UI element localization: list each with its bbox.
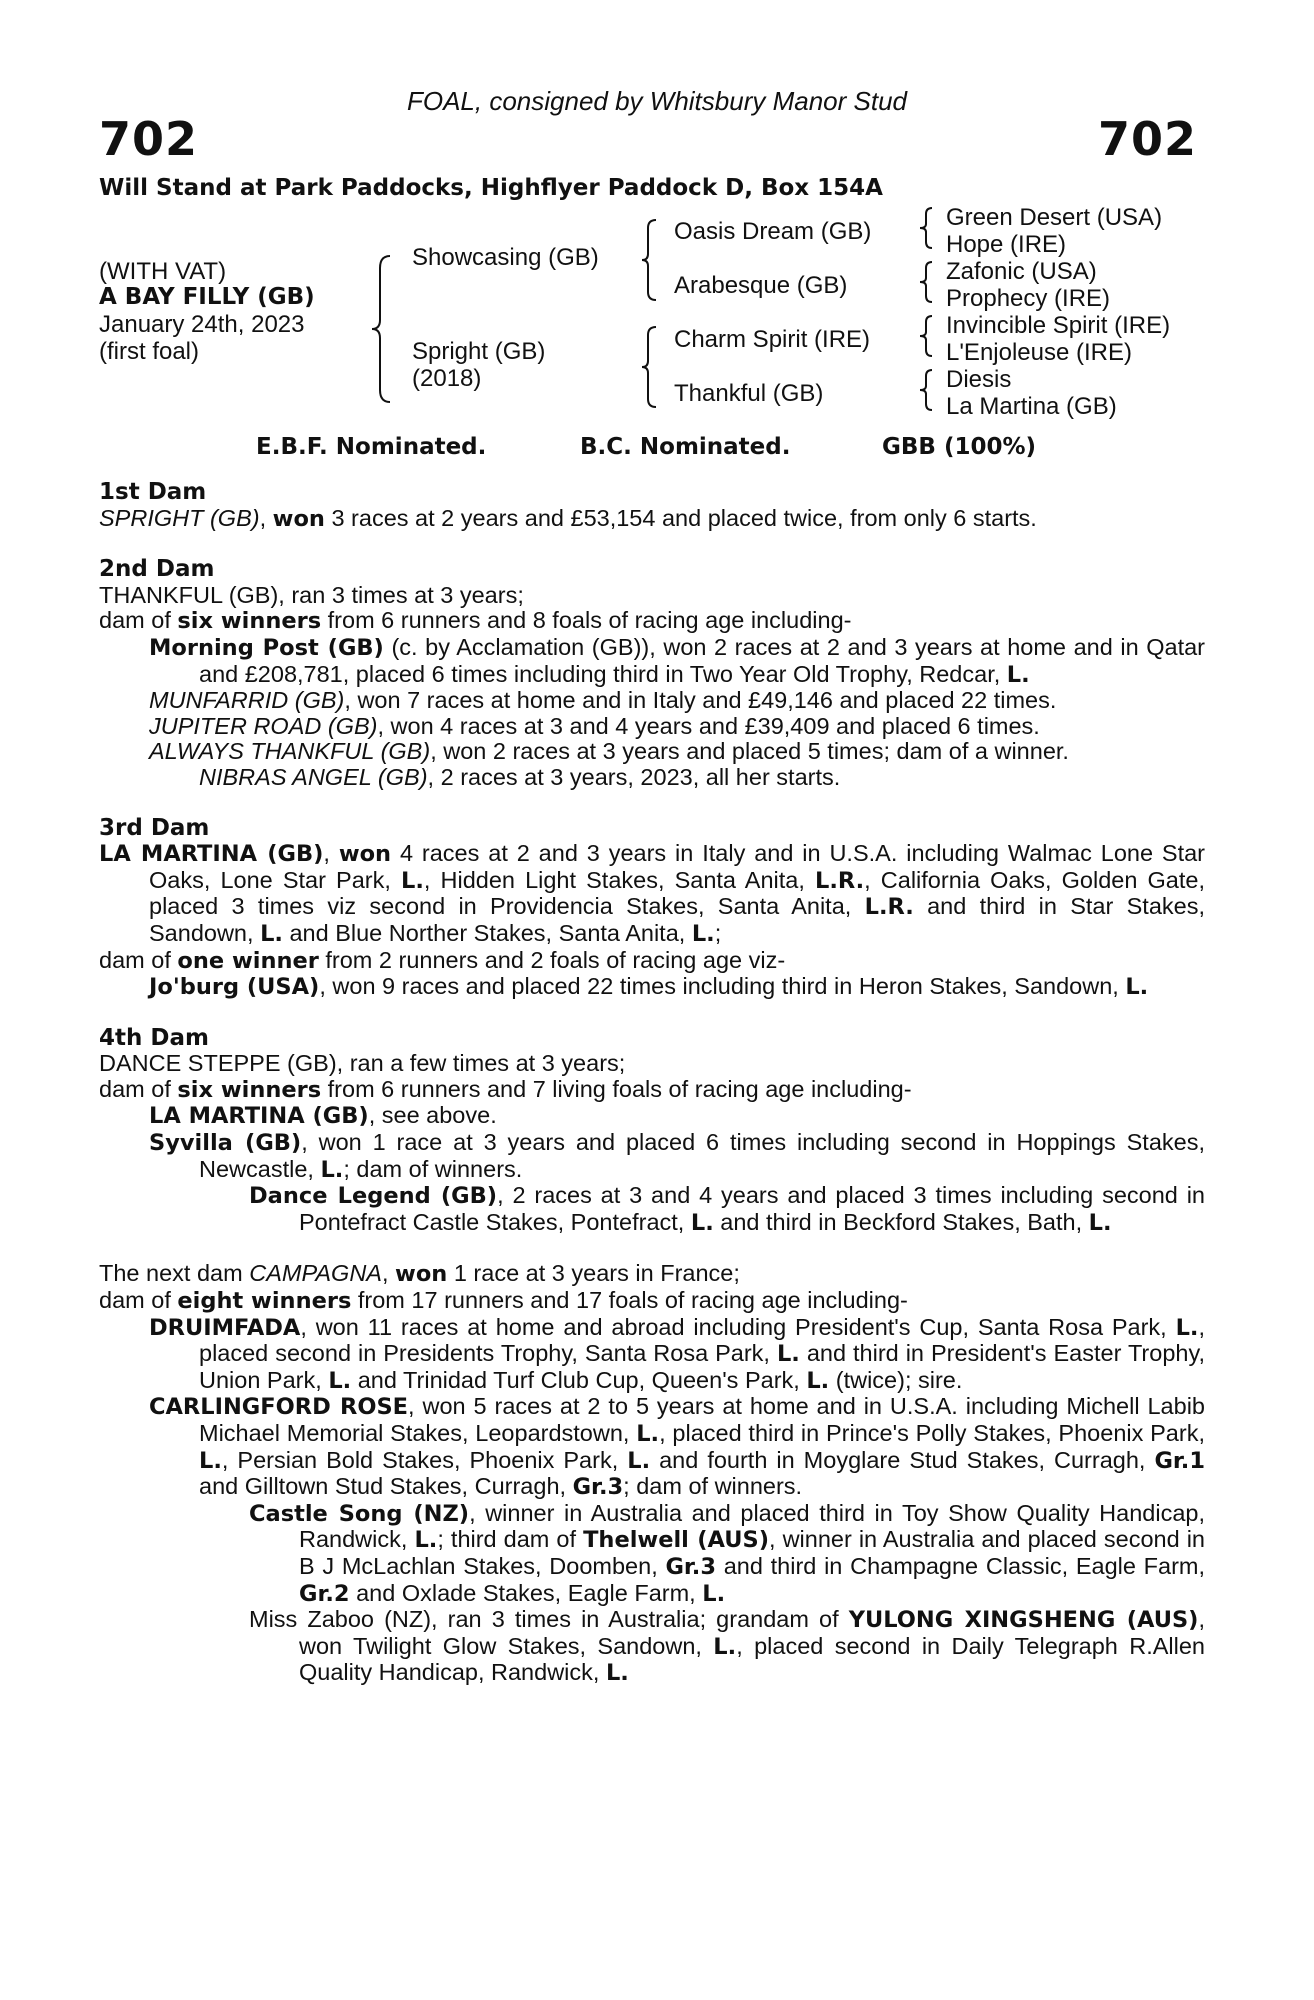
race-record: , 2 races at 3 years, 2023, all her starts. [427,763,841,790]
listed-marker: L. [776,1341,800,1368]
winners-count: six winners [177,1076,322,1103]
race-record-end: ; dam of winners. [343,1155,523,1182]
record-text: ; [714,919,722,946]
produce-carlingford-rose [99,1394,1205,1500]
race-record: and Gilltown Stud Stakes, Curragh, [199,1473,573,1500]
listed-marker: L. [691,920,715,947]
listed-restricted-marker: L.R. [814,867,865,894]
horse-name: DRUIMFADA [149,1314,301,1341]
fourth-dam-produce-summary [99,1077,1205,1104]
group-marker: Gr.3 [572,1474,624,1501]
pedigree-brace-g3-1 [918,206,936,250]
race-record: , won 7 races at home and in Italy and £49,146 and placed 22 times. [344,687,1057,714]
produce-nibras-angel [99,765,1205,791]
lot-number-left: 702 [99,112,199,166]
g3-3: Zafonic (USA) [946,258,1097,285]
stand-location: Will Stand at Park Paddocks, Highflyer Paddock D, Box 154A [99,175,883,201]
subject-name: A BAY FILLY (GB) [99,284,315,310]
horse-name: LA MARTINA (GB) [149,1103,369,1130]
race-record: , winner in Australia and placed second in B J McLachlan Stakes, Doomben, [299,1526,1205,1579]
race-record: and Trinidad Turf Club Cup, Queen's Park, [351,1366,807,1393]
produce-munfarrid [99,688,1205,714]
pedigree-brace-main [370,254,394,404]
race-record: , won 1 race at 3 years and placed 6 times including second in Hoppings Stakes, Newcastle, [199,1129,1205,1182]
listed-marker: L. [806,1367,830,1394]
produce-record [99,480,1205,1712]
won-label: won [395,1261,448,1288]
first-dam-name: SPRIGHT (GB) [99,504,260,531]
pedigree-brace-sire [640,218,660,302]
horse-name: CARLINGFORD ROSE [149,1394,409,1421]
dam-of-label: dam of [99,607,178,634]
sire-dam: Arabesque (GB) [674,272,848,299]
third-dam-produce-summary [99,948,1205,975]
record-text: 4 races at 2 and 3 years in Italy and in U.S.A. including Walmac Lone Star Oaks, Lone Star Park, [149,840,1206,893]
race-record: (twice); sire. [829,1366,963,1393]
subject-note: (first foal) [99,338,200,365]
dam-dam: Thankful (GB) [674,380,824,407]
fourth-dam-heading: 4th Dam [99,1024,209,1051]
subject-dob: January 24th, 2023 [99,311,305,338]
first-dam-section [99,480,1205,532]
second-dam-produce-summary [99,608,1205,635]
next-dam-line [99,1261,1205,1288]
race-record: and third in Beckford Stakes, Bath, [713,1208,1089,1235]
horse-name: ALWAYS THANKFUL (GB) [149,738,431,765]
dam-of-label: dam of [99,1075,178,1102]
listed-marker: L. [690,1209,714,1236]
gbb-rating: GBB (100%) [882,434,1037,460]
record-text: , California Oaks, Golden Gate, placed 3 times viz second in Providencia Stakes, Santa Anita, [149,866,1205,920]
g3-7: Diesis [946,366,1012,393]
horse-name: Castle Song (NZ) [249,1500,470,1527]
race-record: and Oxlade Stakes, Eagle Farm, [349,1579,703,1606]
separator: , [381,1260,396,1287]
g3-6: L'Enjoleuse (IRE) [946,339,1132,366]
race-record: and third in Champagne Classic, Eagle Farm, [716,1552,1205,1579]
listed-marker: L. [713,1633,737,1660]
listed-marker: L. [199,1447,222,1474]
horse-name: JUPITER ROAD (GB) [149,712,378,739]
subject-vat: (WITH VAT) [99,258,227,285]
produce-miss-zaboo [99,1607,1205,1687]
produce-syvilla [99,1130,1205,1183]
listed-marker: L. [702,1580,726,1607]
sire-sire: Oasis Dream (GB) [674,218,872,245]
produce-dance-legend [99,1183,1205,1236]
race-record: , 2 races at 3 and 4 years and placed 3 times including second in Pontefract Castle Stakes, Pontefract, [299,1182,1205,1235]
pedigree-brace-g3-2 [918,260,936,304]
first-dam-won: won [272,505,325,532]
pedigree-brace-dam [640,325,660,409]
second-dam-section [99,557,1205,790]
listed-marker: L. [414,1527,438,1554]
race-record: , placed second in Presidents Trophy, Santa Rosa Park, [199,1313,1205,1367]
dam-of-label: dam of [99,946,178,973]
race-record: ; dam of winners. [623,1473,803,1500]
winners-count: six winners [177,608,322,635]
horse-name: Dance Legend (GB) [249,1183,498,1210]
ebf-nomination: E.B.F. Nominated. [256,434,487,460]
third-dam-name: LA MARTINA (GB) [99,841,324,868]
produce-always-thankful [99,739,1205,765]
record-text: , Hidden Light Stakes, Santa Anita, [423,866,815,893]
fourth-dam-line: DANCE STEPPE (GB), ran a few times at 3 years; [99,1050,626,1077]
listed-marker: L. [636,1421,660,1447]
group-marker: Gr.3 [665,1553,717,1580]
race-record: , Persian Bold Stakes, Phoenix Park, [221,1446,628,1473]
listed-marker: L. [1088,1209,1112,1236]
listed-marker: L. [1125,974,1149,1001]
produce-detail: from 6 runners and 8 foals of racing age including- [321,607,852,634]
race-record: , see above. [368,1102,497,1129]
listed-marker: L. [400,867,424,894]
winners-count: one winner [177,947,319,974]
second-dam-line: THANKFUL (GB), ran 3 times at 3 years; [99,581,524,608]
horse-name: Morning Post (GB) [149,634,384,661]
race-record: Miss Zaboo (NZ), ran 3 times in Australia; grandam of [249,1606,849,1633]
fourth-dam-section [99,1026,1205,1237]
race-record: ; third dam of [437,1526,584,1553]
next-dam-produce-summary [99,1288,1205,1315]
g3-2: Hope (IRE) [946,231,1067,258]
produce-detail: from 17 runners and 17 foals of racing age including- [351,1287,908,1314]
pedigree-brace-g3-3 [918,314,936,358]
race-record: , winner in Australia and placed third in Toy Show Quality Handicap, Randwick, [299,1499,1205,1553]
race-record: , won 4 races at 3 and 4 years and £39,409 and placed 6 times. [377,712,1040,739]
pedigree-brace-g3-4 [918,368,936,412]
third-dam-heading: 3rd Dam [99,814,210,841]
next-dam-label: The next dam [99,1260,250,1287]
listed-marker: L. [320,1156,344,1183]
record-text: and third in Star Stakes, Sandown, [149,893,1205,946]
horse-name: NIBRAS ANGEL (GB) [199,763,428,790]
record-text: and Blue Norther Stakes, Santa Anita, [282,919,692,946]
listed-marker: L. [328,1367,352,1394]
g3-5: Invincible Spirit (IRE) [946,312,1171,339]
listed-restricted-marker: L.R. [864,894,914,921]
race-record: , won 11 races at home and abroad including President's Cup, Santa Rosa Park, [300,1313,1176,1340]
g3-8: La Martina (GB) [946,393,1117,420]
race-record: and fourth in Moyglare Stud Stakes, Curragh, [650,1446,1155,1473]
next-dam-name: CAMPAGNA [249,1260,382,1287]
next-dam-section [99,1261,1205,1687]
winners-count: eight winners [177,1288,352,1315]
produce-la-martina [99,1103,1205,1130]
dam-of-label: dam of [99,1287,178,1314]
listed-marker: L. [627,1447,651,1474]
race-record: , won Twilight Glow Stakes, Sandown, [299,1606,1205,1659]
race-record: (c. by Acclamation (GB)), won 2 races at 2 and 3 years at home and in Qatar and £208,781, placed 6 times including third in Two Year Old Trophy, Redcar, [199,633,1206,687]
listed-marker: L. [1175,1314,1199,1341]
horse-name: Syvilla (GB) [149,1130,302,1157]
produce-druimfada [99,1315,1205,1395]
first-dam-text: SPRIGHT (GB), won 3 races at 2 years and £53,154 and placed twice, from only 6 starts. [99,504,1037,532]
produce-jupiter-road [99,714,1205,740]
race-record: and third in President's Easter Trophy, Union Park, [199,1340,1206,1393]
lot-number-right: 702 [1097,112,1197,166]
produce-joburg [99,974,1205,1001]
first-dam-heading: 1st Dam [99,479,207,505]
dam-sire: Charm Spirit (IRE) [674,326,871,353]
consignor-line: FOAL, consigned by Whitsbury Manor Stud [406,86,907,116]
g3-1: Green Desert (USA) [946,204,1163,231]
race-record: , won 5 races at 2 to 5 years at home and in U.S.A. including Michell Labib Michael Memorial Stakes, Leopardstown, [199,1393,1205,1446]
third-dam-section [99,816,1205,1001]
third-dam-record: LA MARTINA (GB), won 4 races at 2 and 3 years in Italy and in U.S.A. including Walmac Lone Star Oaks, Lone Star Park, L., Hidden Light Stakes, Santa Anita, L.R., California Oaks, Golden Gate, placed 3 times viz second in Providencia Stakes, Santa Anita, L.R. and third in Star Stakes, Sandown, L. and Blue Norther Stakes, Santa Anita, L.; [99,840,1206,947]
produce-detail: from 2 runners and 2 foals of racing age viz- [318,946,786,973]
horse-name: YULONG XINGSHENG (AUS) [848,1607,1199,1634]
g3-4: Prophecy (IRE) [946,285,1111,312]
group-marker: Gr.1 [1154,1447,1206,1474]
horse-name: MUNFARRID (GB) [149,687,345,714]
second-dam-heading: 2nd Dam [99,556,215,583]
horse-name: Jo'burg (USA) [149,974,320,1001]
group-marker: Gr.2 [299,1580,350,1607]
record-text: 1 race at 3 years in France; [447,1260,740,1287]
first-dam-record: 3 races at 2 years and £53,154 and placed twice, from only 6 starts. [324,504,1037,531]
produce-detail: from 6 runners and 7 living foals of racing age including- [321,1075,912,1102]
listed-marker: L. [1006,661,1030,688]
produce-morning-post [99,635,1205,688]
listed-marker: L. [260,920,283,947]
bc-nomination: B.C. Nominated. [580,434,791,460]
race-record: , placed second in Daily Telegraph R.Allen Quality Handicap, Randwick, [299,1632,1205,1686]
sire: Showcasing (GB) [412,244,599,271]
race-record: , placed third in Prince's Polly Stakes, Phoenix Park, [659,1420,1205,1446]
produce-castle-song [99,1501,1205,1607]
race-record: , won 2 races at 3 years and placed 5 times; dam of a winner. [430,738,1069,765]
race-record: , won 9 races and placed 22 times including third in Heron Stakes, Sandown, [319,973,1126,1000]
horse-name: Thelwell (AUS) [583,1527,769,1554]
dam: Spright (GB) [412,338,546,365]
dam-year: (2018) [412,365,482,392]
listed-marker: L. [605,1660,629,1687]
won-label: won [338,841,392,868]
